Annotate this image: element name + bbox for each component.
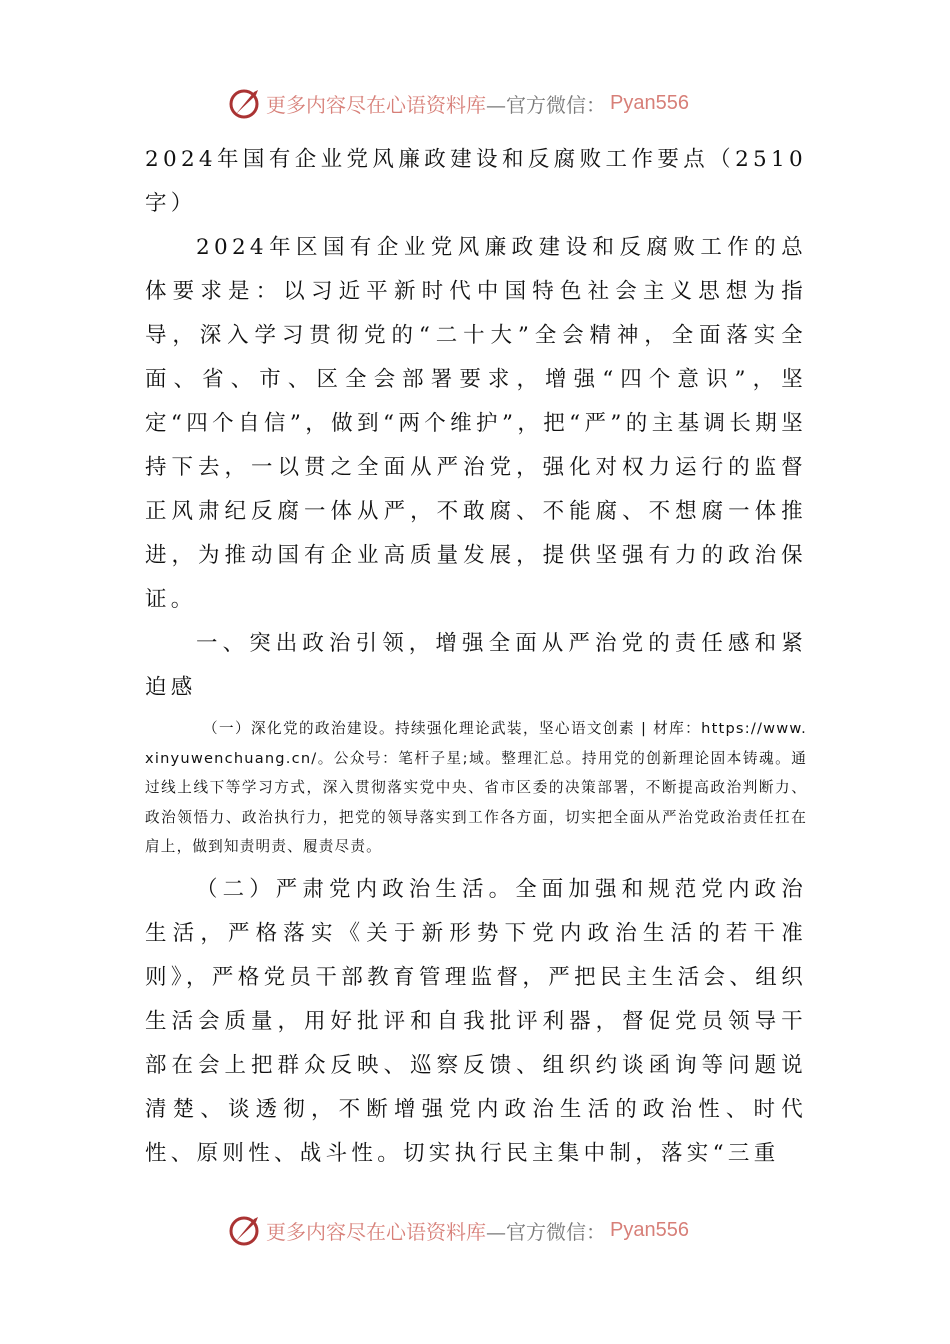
banner-wechat-label: —官方微信：: [486, 92, 606, 117]
quill-logo-icon: [228, 1213, 262, 1247]
banner-wechat-id: Pyan556: [610, 1218, 689, 1241]
banner-wechat-label: —官方微信：: [486, 1219, 606, 1244]
paragraph-overview: 2024年区国有企业党风廉政建设和反腐败工作的总体要求是：以习近平新时代中国特色社会主义思想为指导，深入学习贯彻党的“二十大”全会精神，全面落实全面、省、市、区全会部署要求，增强“四个意识”，坚定“四个自信”，做到“两个维护”，把“严”的主基调长期坚持下去，一以贯之全面从严治党，强化对权力运行的监督正风肃纪反腐一体从严，不敢腐、不能腐、不想腐一体推进，为推动国有企业高质量发展，提供坚强有力的政治保证。: [145, 235, 807, 612]
banner-text: 更多内容尽在心语资料库: [266, 1219, 486, 1244]
footer-watermark-banner: [228, 1210, 689, 1250]
document-title: 2024年国有企业党风廉政建设和反腐败工作要点（2510字）: [145, 147, 807, 216]
section-heading-1: 一、突出政治引领，增强全面从严治党的责任感和紧迫感: [145, 631, 807, 700]
banner-text: 更多内容尽在心语资料库: [266, 92, 486, 117]
banner-wechat-id: Pyan556: [610, 91, 689, 114]
header-watermark-banner: [228, 83, 689, 123]
document-body: [145, 138, 807, 1176]
paragraph-1-1: （一）深化党的政治建设。持续强化理论武装，坚心语文创素 | 材库：https://www.xinyuwenchuang.cn/。公众号：笔杆子星;域。整理汇总。持用党的创新理论固本铸魂。通过线上线下等学习方式，深入贯彻落实党中央、省市区委的决策部署，不断提高政治判断力、政治领悟力、政治执行力，把党的领导落实到工作各方面，切实把全面从严治党政治责任扛在肩上，做到知责明责、履责尽责。: [145, 720, 807, 856]
paragraph-1-2: （二）严肃党内政治生活。全面加强和规范党内政治生活，严格落实《关于新形势下党内政治生活的若干准则》，严格党员干部教育管理监督，严把民主生活会、组织生活会质量，用好批评和自我批评利器，督促党员领导干部在会上把群众反映、巡察反馈、组织约谈函询等问题说清楚、谈透彻，不断增强党内政治生活的政治性、时代性、原则性、战斗性。切实执行民主集中制，落实“三重: [145, 876, 807, 1166]
quill-logo-icon: [228, 86, 262, 120]
